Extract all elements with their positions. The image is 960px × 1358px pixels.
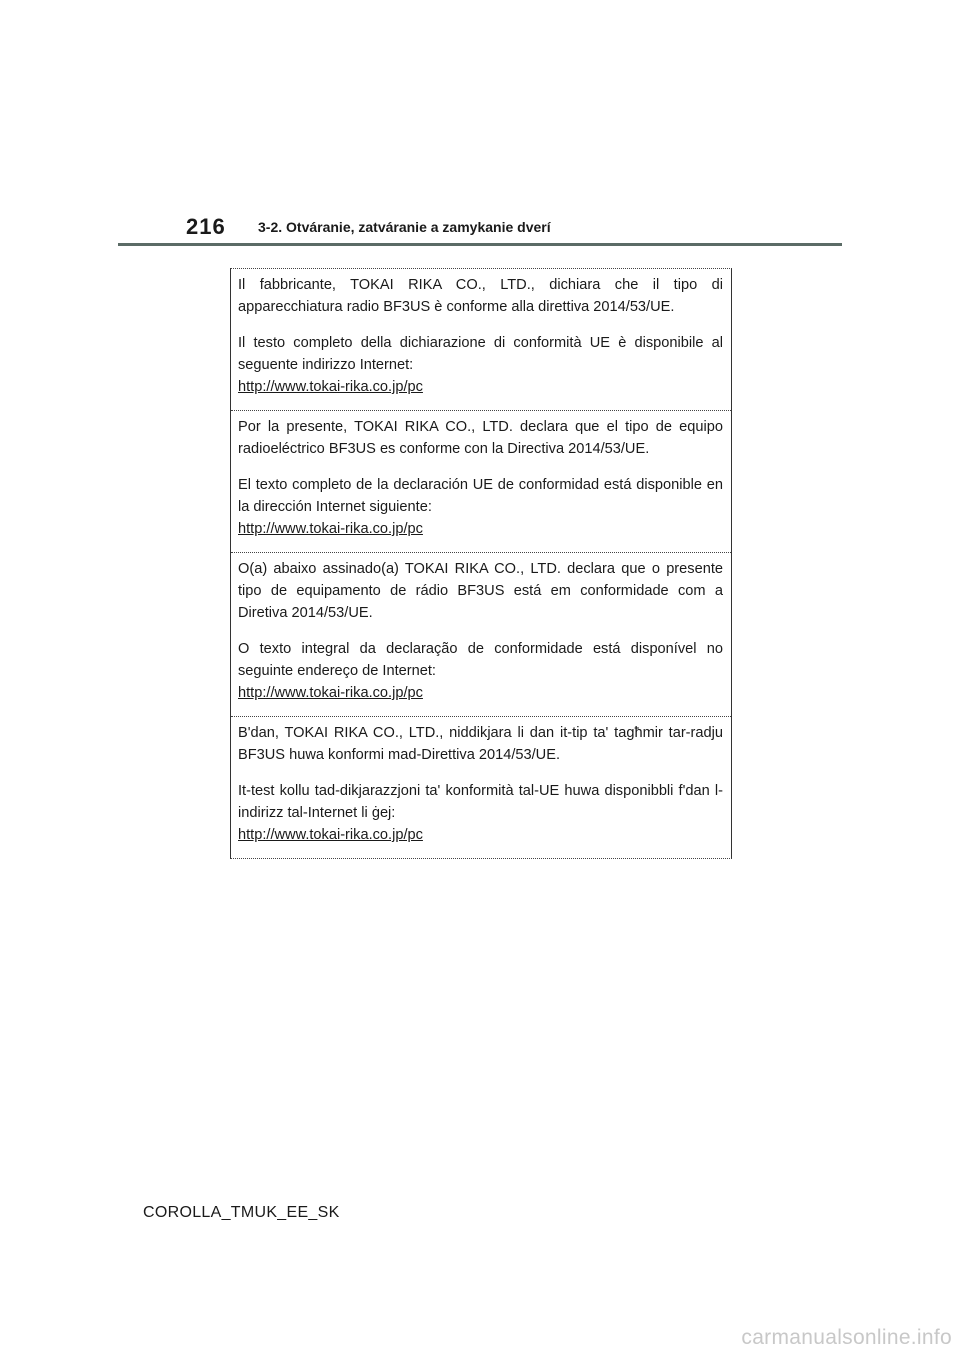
declaration-block-maltese: [231, 717, 731, 858]
document-code: COROLLA_TMUK_EE_SK: [143, 1204, 340, 1221]
declaration-block-portuguese: [231, 553, 731, 717]
declaration-url-link[interactable]: http://www.tokai-rika.co.jp/pc: [238, 379, 423, 395]
declaration-url-link[interactable]: http://www.tokai-rika.co.jp/pc: [238, 827, 423, 843]
page-number: 216: [186, 214, 226, 239]
availability-text: It-test kollu tad-dikjarazzjoni ta' konformità tal-UE huwa disponibbli f'dan l-indirizz tal-Internet li ġej:: [238, 783, 723, 821]
declaration-block-italian: [231, 269, 731, 411]
availability-text: El texto completo de la declaración UE de conformidad está disponible en la dirección Internet siguiente:: [238, 477, 723, 515]
section-title: 3-2. Otváranie, zatváranie a zamykanie dverí: [258, 219, 551, 235]
header-divider: [118, 243, 842, 246]
declaration-text: Por la presente, TOKAI RIKA CO., LTD. declara que el tipo de equipo radioeléctrico BF3US es conforme con la Directiva 2014/53/UE.: [238, 419, 723, 457]
availability-text: Il testo completo della dichiarazione di conformità UE è disponibile al seguente indirizzo Internet:: [238, 335, 723, 373]
declaration-url-link[interactable]: http://www.tokai-rika.co.jp/pc: [238, 521, 423, 537]
declaration-text: B'dan, TOKAI RIKA CO., LTD., niddikjara li dan it-tip ta' tagħmir tar-radju BF3US huwa konformi mad-Direttiva 2014/53/UE.: [238, 725, 723, 763]
declaration-text: O(a) abaixo assinado(a) TOKAI RIKA CO., LTD. declara que o presente tipo de equipamento de rádio BF3US está em conformidade com a Diretiva 2014/53/UE.: [238, 561, 723, 621]
declaration-text: Il fabbricante, TOKAI RIKA CO., LTD., dichiara che il tipo di apparecchiatura radio BF3US è conforme alla direttiva 2014/53/UE.: [238, 277, 723, 315]
declaration-block-spanish: [231, 411, 731, 553]
declaration-url-link[interactable]: http://www.tokai-rika.co.jp/pc: [238, 685, 423, 701]
conformity-declarations-box: [230, 268, 732, 859]
watermark: carmanualsonline.info: [741, 1326, 952, 1349]
availability-text: O texto integral da declaração de conformidade está disponível no seguinte endereço de Internet:: [238, 641, 723, 679]
